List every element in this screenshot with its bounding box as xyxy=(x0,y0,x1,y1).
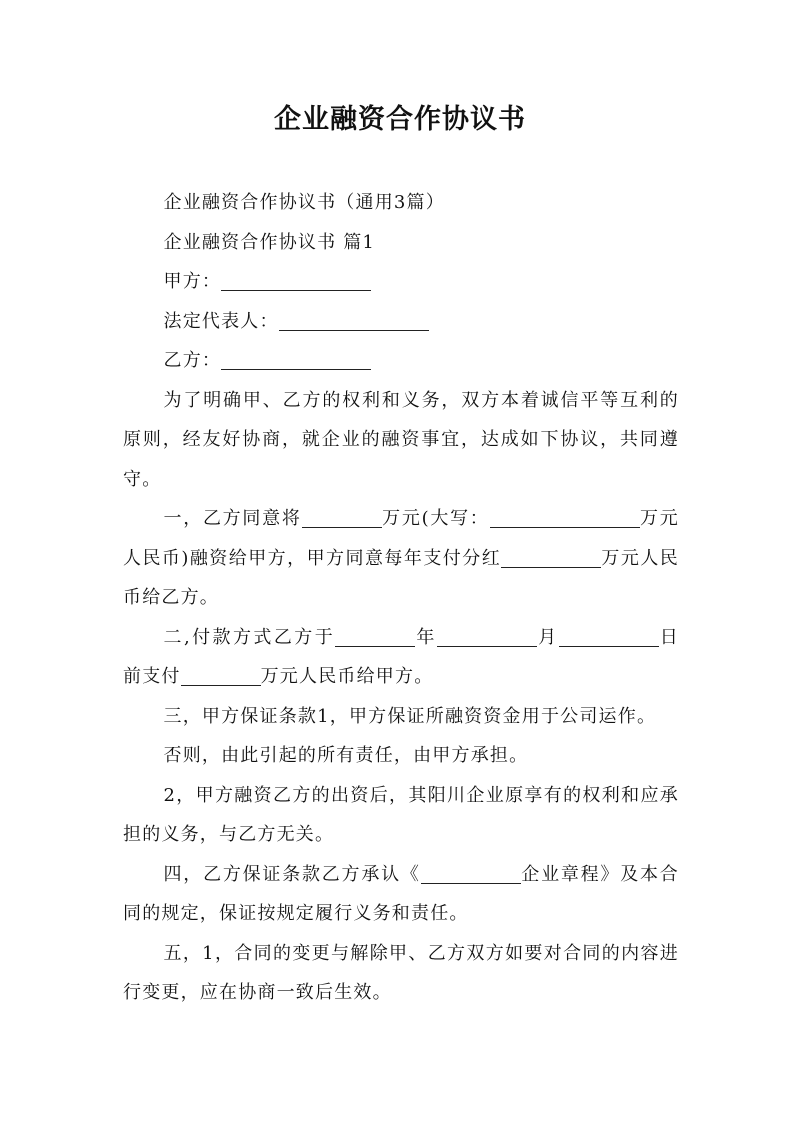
clause-2-amount-blank xyxy=(181,665,261,686)
preamble-paragraph: 为了明确甲、乙方的权利和义务，双方本着诚信平等互利的原则，经友好协商，就企业的融资事宜，达成如下协议，共同遵守。 xyxy=(123,389,679,490)
legal-rep-blank xyxy=(279,310,429,331)
document-body xyxy=(123,183,679,1013)
section-heading: 企业融资合作协议书 篇1 xyxy=(163,231,376,253)
clause-2-month-blank xyxy=(437,626,537,647)
clause-1-text-1: 一，乙方同意将 xyxy=(163,508,302,529)
clause-3-otherwise-paragraph: 否则，由此引起的所有责任，由甲方承担。 xyxy=(163,745,529,766)
document-subtitle: 企业融资合作协议书（通用3篇） xyxy=(163,192,445,213)
clause-2-text-1: 二,付款方式乙方于 xyxy=(163,626,336,648)
clause-4-paragraph xyxy=(123,855,679,934)
party-b-line xyxy=(123,341,679,381)
document-title: 企业融资合作协议书 xyxy=(274,104,526,135)
clause-1-text-4: 万元人民币给乙方。 xyxy=(123,547,679,608)
party-a-line xyxy=(123,262,679,302)
clause-2-paragraph xyxy=(123,618,679,697)
clause-4-text-1: 四，乙方保证条款乙方承认《 xyxy=(163,863,421,885)
party-a-label: 甲方： xyxy=(163,271,222,292)
clause-4-text-2: 企业章程》及本合同的规定，保证按规定履行义务和责任。 xyxy=(123,863,679,924)
clause-2-text-3: 月 xyxy=(536,626,559,648)
clause-5-paragraph: 五，1，合同的变更与解除甲、乙方双方如要对合同的内容进行变更，应在协商一致后生效。 xyxy=(123,942,679,1003)
legal-rep-line xyxy=(123,302,679,342)
clause-1-dividend-blank xyxy=(501,547,601,568)
clause-2-year-blank xyxy=(335,626,415,647)
clause-2-text-2: 年 xyxy=(415,626,437,648)
party-a-blank xyxy=(221,270,371,291)
clause-1-paragraph xyxy=(123,499,679,618)
clause-1-text-2: 万元(大写： xyxy=(381,508,490,529)
clause-1-text-3: 万元人民币)融资给甲方，甲方同意每年支付分红 xyxy=(123,508,679,569)
party-b-label: 乙方： xyxy=(163,350,222,371)
clause-3-item-2-paragraph: 2，甲方融资乙方的出资后，其阳川企业原享有的权利和应承担的义务，与乙方无关。 xyxy=(123,784,679,845)
legal-rep-label: 法定代表人： xyxy=(163,310,279,332)
clause-2-day-blank xyxy=(559,626,659,647)
clause-4-company-blank xyxy=(421,863,521,884)
clause-1-amount-words-blank xyxy=(490,507,640,528)
clause-3-paragraph: 三，甲方保证条款1，甲方保证所融资资金用于公司运作。 xyxy=(163,705,657,727)
clause-2-text-4: 日前支付 xyxy=(123,626,680,687)
clause-2-text-5: 万元人民币给甲方。 xyxy=(260,666,434,687)
clause-1-amount-blank xyxy=(302,507,382,528)
party-b-blank xyxy=(221,349,371,370)
